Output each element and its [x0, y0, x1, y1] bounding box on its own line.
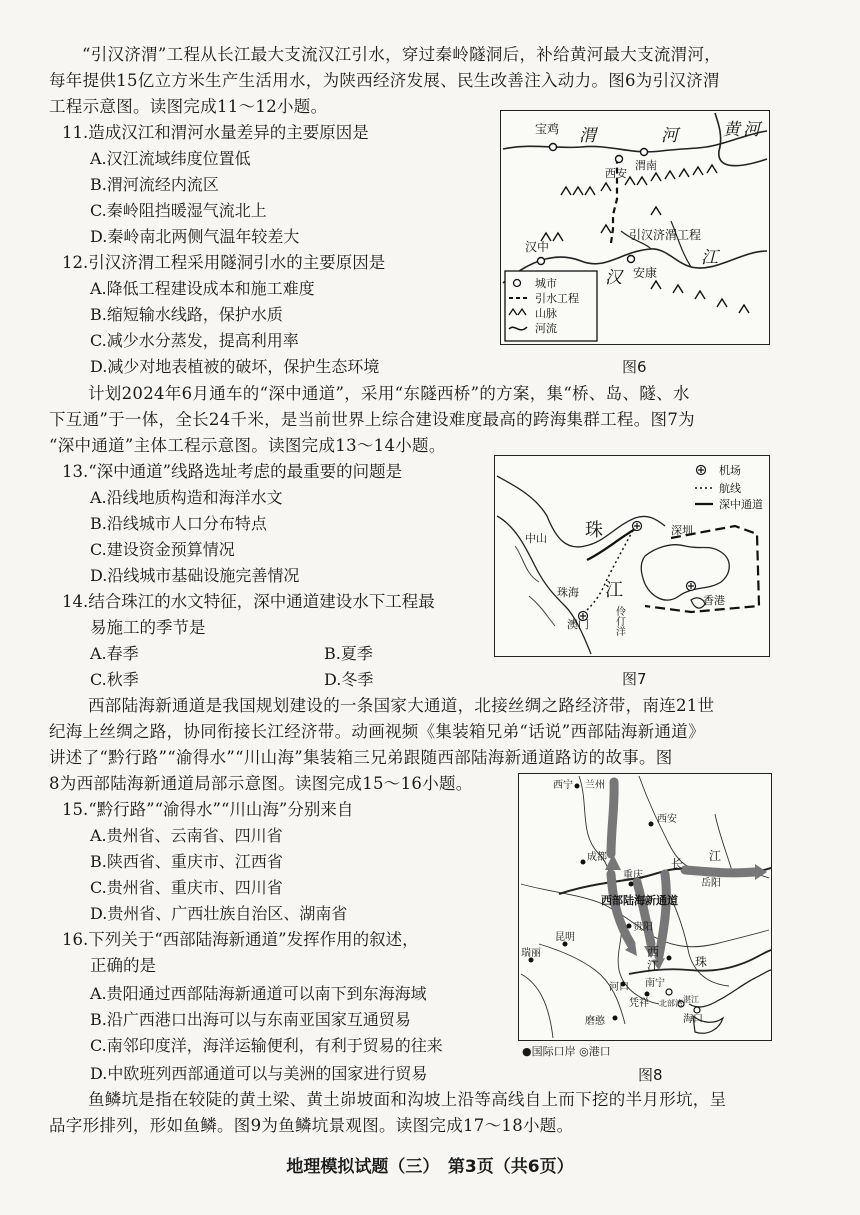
question-11-stem: 11.造成汉江和渭河水量差异的主要原因是 — [62, 123, 369, 142]
question-11-option-c[interactable]: C.秦岭阻挡暖湿气流北上 — [90, 201, 267, 220]
passage1-line2: 每年提供15亿立方米生产生活用水，为陕西经济发展、民生改善注入动力。图6为引汉济渭 — [49, 71, 720, 90]
label-zhongshan: 中山 — [525, 532, 547, 545]
passage4-line1: 鱼鳞坑是指在较陡的黄土梁、黄土峁坡面和沟坡上沿等高线自上而下挖的半月形坑，呈 — [88, 1090, 727, 1109]
label-jiang: 江 — [701, 248, 718, 268]
question-14-stem-line1: 14.结合珠江的水文特征，深中通道建设水下工程最 — [62, 592, 435, 611]
figure-8-caption: 图8 — [638, 1066, 663, 1084]
question-12-option-b[interactable]: B.缩短输水线路，保护水质 — [90, 305, 283, 324]
question-12-option-c[interactable]: C.减少水分蒸发，提高利用率 — [90, 331, 299, 350]
label-pingxiang: 凭祥 — [629, 998, 649, 1009]
label-hekou: 河口 — [609, 982, 629, 993]
legend-mountain: 山脉 — [535, 307, 557, 320]
passage1-line3: 工程示意图。读图完成11～12小题。 — [49, 97, 328, 116]
label-guiyang: 贵阳 — [633, 922, 653, 933]
question-15-option-b[interactable]: B.陕西省、重庆市、江西省 — [90, 852, 283, 871]
label-ruili: 瑞丽 — [521, 948, 541, 959]
label-han: 汉 — [605, 268, 622, 288]
label-chongqing: 重庆 — [623, 870, 643, 881]
question-13-option-d[interactable]: D.沿线城市基础设施完善情况 — [90, 566, 300, 585]
question-15-stem: 15.“黔行路”“渝得水”“川山海”分别来自 — [62, 800, 354, 819]
label-yueyang: 岳阳 — [701, 878, 721, 889]
question-15-option-d[interactable]: D.贵州省、广西壮族自治区、湖南省 — [90, 904, 348, 923]
label-macao: 澳门 — [567, 618, 589, 631]
label-lingdingyang: 伶仃洋 — [613, 606, 625, 636]
legend-project: 引水工程 — [535, 292, 579, 305]
label-he-2: 河 — [743, 120, 760, 140]
legend-airport: 机场 — [719, 464, 741, 477]
legend-channel: 深中通道 — [719, 498, 763, 511]
passage1-line1: “引汉济渭”工程从长江最大支流汉江引水，穿过秦岭隧洞后，补给黄河最大支流渭河， — [82, 45, 722, 64]
question-16-stem-line2: 正确的是 — [90, 956, 156, 975]
question-13-option-a[interactable]: A.沿线地质构造和海洋水文 — [90, 488, 283, 507]
question-14-option-a[interactable]: A.春季 — [90, 644, 139, 663]
label-jiang: 江 — [709, 849, 722, 863]
question-15-option-c[interactable]: C.贵州省、重庆市、四川省 — [90, 878, 283, 897]
question-16-option-a[interactable]: A.贵阳通过西部陆海新通道可以南下到东海海域 — [90, 984, 427, 1003]
legend-route: 航线 — [719, 482, 741, 495]
question-14-option-b[interactable]: B.夏季 — [324, 644, 373, 663]
passage3-line2: 纪海上丝绸之路，协同衔接长江经济带。动画视频《集装箱兄弟“话说”西部陆海新通道》 — [49, 722, 705, 741]
label-nanning: 南宁 — [645, 978, 665, 989]
figure-7-svg — [495, 456, 769, 656]
label-zhanjiang: 湛江 — [683, 995, 699, 1004]
question-12-option-a[interactable]: A.降低工程建设成本和施工难度 — [90, 279, 315, 298]
figure-8-map — [518, 773, 772, 1041]
figure-6-map — [500, 110, 770, 345]
label-zhuhai: 珠海 — [557, 586, 579, 599]
question-16-stem-line1: 16.下列关于“西部陆海新通道”发挥作用的叙述， — [62, 930, 419, 949]
passage3-line4: 8为西部陆海新通道局部示意图。读图完成15～16小题。 — [49, 774, 473, 793]
legend-river: 河流 — [535, 322, 557, 335]
label-huang: 黄 — [723, 120, 740, 140]
label-wei: 渭 — [579, 126, 596, 146]
label-channel: 西部陆海新通道 — [601, 894, 678, 907]
question-11-option-b[interactable]: B.渭河流经内流区 — [90, 175, 219, 194]
question-14-stem-line2: 易施工的季节是 — [90, 618, 206, 637]
figure-7-map — [494, 455, 770, 657]
label-xian: 西安 — [605, 167, 627, 180]
label-hongkong: 香港 — [703, 594, 725, 607]
passage4-line2: 品字形排列，形如鱼鳞。图9为鱼鳞坑景观图。读图完成17～18小题。 — [49, 1116, 574, 1135]
label-kunming: 昆明 — [555, 932, 575, 943]
figure-7-caption: 图7 — [622, 670, 647, 688]
passage2-line1: 计划2024年6月通车的“深中通道”，采用“东隧西桥”的方案，集“桥、岛、隧、水 — [88, 384, 690, 403]
city-markers — [538, 144, 648, 265]
label-jiang: 江 — [605, 580, 623, 601]
passage2-line2: 下互通”于一体，全长24千米，是当前世界上综合建设难度最高的跨海集群工程。图7为 — [49, 410, 695, 429]
figure-8-svg — [519, 774, 771, 1040]
question-12-option-d[interactable]: D.减少对地表植被的破坏，保护生态环境 — [90, 357, 380, 376]
label-weinan: 渭南 — [635, 159, 657, 172]
passage3-line1: 西部陆海新通道是我国规划建设的一条国家大通道，北接丝绸之路经济带，南连21世 — [88, 696, 715, 715]
question-16-option-b[interactable]: B.沿广西港口出海可以与东南亚国家互通贸易 — [90, 1010, 411, 1029]
label-xining: 西宁 — [553, 780, 573, 791]
question-13-stem: 13.“深中通道”线路选址考虑的最重要的问题是 — [62, 462, 403, 481]
page-footer: 地理模拟试题（三） 第3页（共6页） — [286, 1157, 574, 1177]
coastline — [689, 970, 771, 1007]
hong-kong-land — [641, 545, 729, 600]
label-lanzhou: 兰州 — [585, 780, 605, 791]
river-channels — [515, 546, 555, 626]
question-16-option-c[interactable]: C.南邻印度洋，海洋运输便利，有利于贸易的往来 — [90, 1036, 443, 1055]
question-14-option-d[interactable]: D.冬季 — [324, 670, 374, 689]
label-jiang-2: 江 — [647, 959, 660, 973]
question-14-option-c[interactable]: C.秋季 — [90, 670, 139, 689]
figure-8-legend: ●国际口岸 ◎港口 — [522, 1045, 611, 1058]
label-ankang: 安康 — [633, 266, 658, 280]
label-baoji: 宝鸡 — [535, 122, 560, 136]
passage2-line3: “深中通道”主体工程示意图。读图完成13～14小题。 — [49, 436, 446, 455]
label-haikou: 海口 — [683, 1014, 703, 1025]
label-he: 河 — [661, 126, 678, 146]
label-xi: 西 — [647, 945, 660, 959]
passage3-line3: 讲述了“黔行路”“渝得水”“川山海”集装箱三兄弟跟随西部陆海新通道路访的故事。图 — [49, 748, 673, 767]
question-12-stem: 12.引汉济渭工程采用隧洞引水的主要原因是 — [62, 253, 386, 272]
question-11-option-a[interactable]: A.汉江流域纬度位置低 — [90, 149, 251, 168]
label-shenzhen: 深圳 — [671, 524, 693, 537]
label-project: 引汉济渭工程 — [629, 228, 702, 242]
figure-6-svg — [501, 111, 769, 344]
label-chang: 长 — [671, 857, 684, 871]
label-xian: 西安 — [657, 814, 677, 825]
label-zhu: 珠 — [585, 520, 603, 541]
label-beibu: 北部湾 — [659, 999, 683, 1008]
label-mohan: 磨憨 — [585, 1016, 605, 1027]
figure-6-caption: 图6 — [622, 358, 647, 376]
question-11-option-d[interactable]: D.秦岭南北两侧气温年较差大 — [90, 227, 300, 246]
question-16-option-d[interactable]: D.中欧班列西部通道可以与美洲的国家进行贸易 — [90, 1064, 428, 1083]
coast-north — [497, 476, 665, 547]
question-13-option-b[interactable]: B.沿线城市人口分布特点 — [90, 514, 267, 533]
legend-city: 城市 — [535, 277, 557, 290]
label-hanzhong: 汉中 — [525, 240, 550, 254]
label-chengdu: 成都 — [587, 852, 607, 863]
question-13-option-c[interactable]: C.建设资金预算情况 — [90, 540, 235, 559]
question-15-option-a[interactable]: A.贵州省、云南省、四川省 — [90, 826, 283, 845]
label-zhu: 珠 — [695, 955, 708, 969]
